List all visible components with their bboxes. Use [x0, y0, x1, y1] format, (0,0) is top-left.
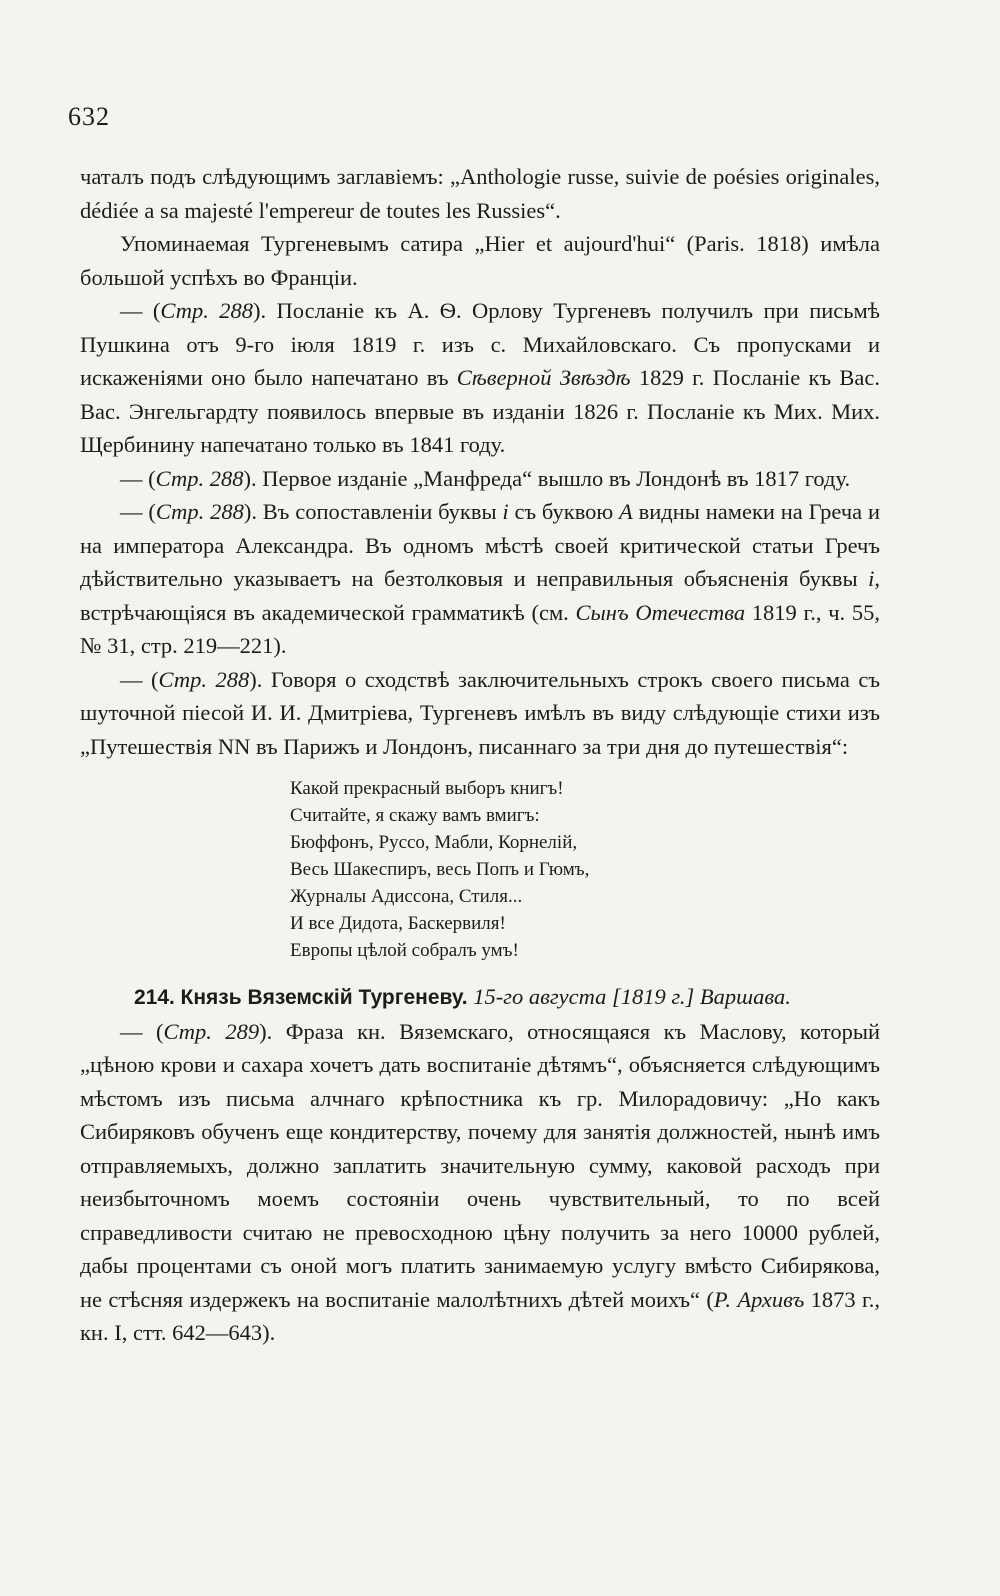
letter-heading: [80, 980, 880, 1015]
italic-title: Сѣверной Звѣздѣ: [456, 365, 631, 390]
dash-lead: — (: [120, 298, 161, 323]
verse-line: Какой прекрасный выборъ книгъ!: [290, 778, 564, 799]
verse-line: Бюффонъ, Руссо, Мабли, Корнелій,: [290, 832, 578, 853]
text-segment: ). Посланіе къ А. Ѳ. Орлову Тургеневъ получилъ при письмѣ Пушкина отъ 9-го іюля 1819 г. изъ с. Михайловскаго. Съ пропусками и искаженіями оно было напечатано въ: [80, 298, 880, 390]
text-segment: , встрѣчающіяся въ академической грамматикѣ (см.: [80, 566, 880, 625]
paragraph-manfred: [80, 462, 880, 496]
text-segment: 1829 г. Посланіе къ Вас. Вас. Энгельгардту появилось впервые въ изданіи 1826 г. Посланіе къ Мих. Мих. Щербинину напечатано только въ 1841 году.: [80, 365, 881, 457]
verse-line: Считайте, я скажу вамъ вмигъ:: [290, 805, 540, 826]
letter-title: Князь Вяземскій Тургеневу.: [180, 986, 468, 1009]
page-ref: Стр. 288: [158, 666, 250, 692]
text-segment: видны намеки на Греча и на императора Александра. Въ одномъ мѣстѣ своей критической статьи Гречъ дѣйствительно указываетъ на безтолковыя и неправильныя объясненія буквы: [80, 499, 880, 591]
paragraph-maslov: [80, 1015, 880, 1350]
letter-number: 214.: [134, 986, 175, 1009]
text-segment: ). Фраза кн. Вяземскаго, относящаяся къ Маслову, который „цѣною крови и сахара хочетъ дать воспитаніе дѣтямъ“, объясняется слѣдующимъ мѣстомъ изъ письма алчнаго крѣпостника къ гр. Милорадовичу: „Но какъ Сибиряковъ обученъ еще кондитерству, почему для занятія должностей, нынѣ имъ отправляемыхъ, должно заплатить значительную сумму, каковой расходъ при неизбыточномъ моемъ состояніи очень чувствительный, то по всей справедливости считаю не превосходною цѣну получить за него 10000 рублей, дабы процентами съ оной могъ платить занимаемую услугу вмѣсто Сибирякова, не стѣсняя издержекъ на воспитаніе малолѣтнихъ дѣтей моихъ“ (: [80, 1018, 880, 1312]
dash-lead: — (: [120, 666, 159, 692]
page-ref: Стр. 289: [163, 1018, 260, 1044]
text-segment: съ буквою: [508, 499, 620, 524]
paragraph-continuation: чаталъ подъ слѣдующимъ заглавіемъ: „Anthologie russe, suivie de poésies originales, dédiée a sa majesté l'empereur de toutes les Russies“.: [80, 164, 880, 223]
page-ref: Стр. 288: [155, 465, 244, 491]
paragraph-satire: Упоминаемая Тургеневымъ сатира „Hier et aujourd'hui“ (Paris. 1818) имѣла большой успѣхъ во Франціи.: [80, 231, 880, 290]
verse-line: Журналы Адиссона, Стиля...: [290, 886, 523, 907]
page-body: [80, 160, 880, 1350]
letter-date: 15-го августа: [473, 984, 607, 1009]
text-segment: ). Говоря о сходствѣ заключительныхъ строкъ своего письма съ шуточной піесой И. И. Дмитріева, Тургеневъ имѣлъ въ виду слѣдующіе стихи изъ „Путешествія NN въ Парижъ и Лондонъ, писаннаго за три дня до путешествія“:: [80, 666, 880, 759]
italic-letter: і: [868, 566, 875, 591]
dash-lead: — (: [120, 499, 156, 524]
paragraph-grech: [80, 495, 880, 663]
paragraph-dmitriev: [80, 663, 880, 764]
text-segment: ). Въ сопоставленіи буквы: [243, 499, 503, 524]
page-ref: Стр. 288: [160, 298, 254, 323]
italic-letter: і: [502, 499, 509, 524]
letter-place: Варшава.: [699, 984, 791, 1009]
italic-title: Сынъ Отечества: [575, 599, 746, 625]
italic-title: Р. Архивъ: [713, 1286, 805, 1312]
dash-lead: — (: [120, 1018, 164, 1044]
page-ref: Стр. 288: [155, 499, 244, 524]
paragraph-orlov: [80, 294, 880, 462]
letter-year: [1819 г.]: [612, 984, 695, 1009]
text-segment: 1819 г., ч. 55, № 31, стр. 219—221).: [80, 599, 881, 658]
text-segment: ). Первое изданіе „Манфреда“ вышло въ Лондонѣ въ 1817 году.: [243, 465, 851, 491]
verse-quote: [290, 775, 880, 964]
page-number: 632: [68, 102, 110, 131]
verse-line: Европы цѣлой собралъ умъ!: [290, 940, 519, 961]
italic-letter: А: [619, 499, 633, 524]
dash-lead: — (: [120, 465, 156, 491]
text-segment: 1873 г., кн. I, стт. 642—643).: [80, 1286, 880, 1345]
verse-line: И все Дидота, Баскервиля!: [290, 913, 506, 934]
verse-line: Весь Шакеспиръ, весь Попъ и Гюмъ,: [290, 859, 590, 880]
